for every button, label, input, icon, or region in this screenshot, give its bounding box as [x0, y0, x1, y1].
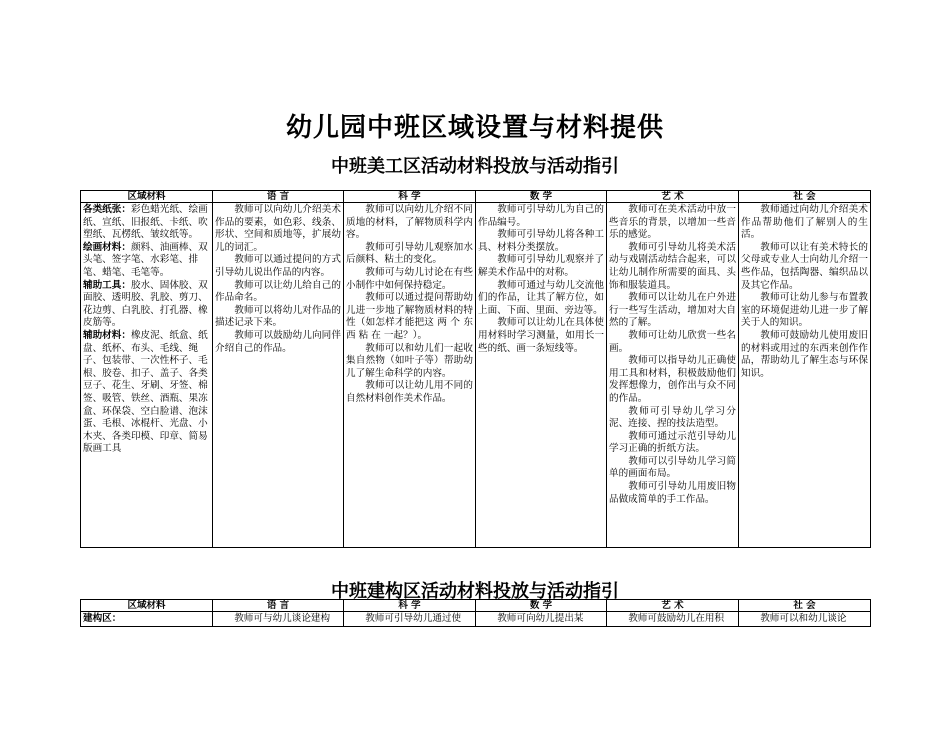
guide-paragraph: 教师可引导幼儿用废旧物品做成简单的手工作品。 — [609, 481, 736, 505]
art-area-section-title: 中班美工区活动材料投放与活动指引 — [331, 156, 619, 177]
guide-paragraph: 教师可引导幼儿观察并了解美术作品中的对称。 — [478, 254, 604, 278]
guide-paragraph: 教师可与幼儿讨论在有些小制作中如何保持稳定。 — [346, 266, 473, 291]
header-materials: 区域材料 — [81, 600, 213, 612]
science-cell: 教师可引导幼儿通过使 — [344, 612, 476, 627]
header-art: 艺 术 — [607, 191, 739, 203]
material-group — [83, 280, 210, 330]
guide-paragraph: 教师可以鼓励幼儿向同伴介绍自己的作品。 — [215, 329, 341, 354]
header-language: 语 言 — [213, 191, 344, 203]
guide-paragraph: 教师可以和幼儿们一起收集自然物（如叶子等）帮助幼儿了解生命科学的内容。 — [346, 342, 473, 379]
guide-paragraph: 教师可以让幼儿在户外进行一些写生活动，增加对大自然的了解。 — [609, 292, 736, 329]
society-cell — [739, 203, 871, 548]
materials-cell: 建构区： — [81, 612, 213, 627]
table-row — [81, 203, 871, 548]
table-row — [81, 612, 871, 627]
society-cell: 教师可以和幼儿谈论 — [739, 612, 871, 627]
guide-paragraph: 教师可以让幼儿在具体使用材料时学习测量，如用长一些的纸、画一条短线等。 — [478, 317, 604, 354]
material-group — [83, 242, 210, 280]
guide-paragraph: 教师可引导幼儿学习分泥、连接、捏的技法造型。 — [609, 405, 736, 430]
art-cell — [607, 203, 739, 548]
material-text: 橡皮泥、纸盒、纸盘、纸杯、布头、毛线、绳子、包装带、一次性杯子、毛根、胶卷、扣子、盖子、各类豆子、花生、牙刷、牙签、棉签、吸管、铁丝、酒瓶、果冻盒、环保袋、空白脸谱、泡沫蛋、毛根、冰棍杆、光盘、小木夹、各类印模、印章、简易版画工具 — [83, 329, 208, 455]
guide-paragraph: 教师可引导幼儿观察加水后颜料、粘土的变化。 — [346, 241, 473, 266]
header-society: 社 会 — [739, 191, 871, 203]
material-group — [83, 204, 210, 242]
guide-paragraph: 教师可以通过提问的方式引导幼儿说出作品的内容。 — [215, 254, 341, 278]
guide-paragraph: 教师可让幼儿欣赏一些名画。 — [609, 329, 736, 354]
guide-paragraph: 教师可引导幼儿将美术活动与戏剧活动结合起来，可以让幼儿制作所需要的面具、头饰和服装道具。 — [609, 241, 736, 291]
guide-paragraph: 教师可鼓励幼儿使用废旧的材料或用过的东西来创作作品，帮助幼儿了解生态与环保知识。 — [741, 329, 868, 379]
guide-paragraph: 教师可以向幼儿介绍不同质地的材料，了解物质科学内容。 — [346, 204, 473, 241]
header-math: 数 学 — [476, 600, 607, 612]
header-math: 数 学 — [476, 191, 607, 203]
language-cell — [213, 203, 344, 548]
header-science: 科 学 — [344, 600, 476, 612]
material-label: 绘画材料： — [83, 241, 131, 253]
guide-paragraph: 教师可引导幼儿为自己的作品编号。 — [478, 204, 604, 228]
guide-paragraph: 教师可以将幼儿对作品的描述记录下来。 — [215, 304, 341, 329]
guide-paragraph: 教师可通过示范引导幼儿学习正确的折纸方法。 — [609, 430, 736, 455]
guide-paragraph: 教师可以向幼儿介绍美术作品的要素，如色彩、线条、形状、空间和质地等，扩展幼儿的词汇。 — [215, 204, 341, 253]
header-language: 语 言 — [213, 600, 344, 612]
guide-paragraph: 教师可以通过提问帮助幼儿进一步地了解物质材料的特性（如怎样才能把这 两 个 东 西 粘 在 一起？）。 — [346, 292, 473, 341]
construction-area-table — [80, 599, 871, 627]
table-header-row — [81, 191, 871, 203]
table-header-row — [81, 600, 871, 612]
math-cell: 教师可向幼儿提出某 — [476, 612, 607, 627]
guide-paragraph: 教师可以引导幼儿学习简单的画面布局。 — [609, 455, 736, 480]
guide-paragraph: 教师通过向幼儿介绍美术作品帮助他们了解别人的生活。 — [741, 204, 868, 241]
construction-area-section-title: 中班建构区活动材料投放与活动指引 — [331, 581, 619, 602]
guide-paragraph: 教师可通过与幼儿交流他们的作品，让其了解方位，如上面、下面、里面、旁边等。 — [478, 279, 604, 316]
art-area-table — [80, 190, 871, 548]
language-cell: 教师可与幼儿谈论建构 — [213, 612, 344, 627]
header-society: 社 会 — [739, 600, 871, 612]
material-label: 辅助工具： — [83, 279, 131, 291]
guide-paragraph: 教师可以让幼儿用不同的自然材料创作美术作品。 — [346, 380, 473, 404]
header-science: 科 学 — [344, 191, 476, 203]
material-text: 颜料、油画棒、双头笔、签字笔、水彩笔、排笔、蜡笔、毛笔等。 — [83, 241, 208, 278]
guide-paragraph: 教师可引导幼儿将各种工具、材料分类摆放。 — [478, 229, 604, 253]
guide-paragraph: 教师可以让幼儿给自己的作品命名。 — [215, 279, 341, 304]
guide-paragraph: 教师可让幼儿参与布置教室的环境促进幼儿进一步了解关于人的知识。 — [741, 292, 868, 329]
guide-paragraph: 教师可以指导幼儿正确使用工具和材料，积极鼓励他们发挥想像力，创作出与众不同的作品。 — [609, 355, 736, 404]
material-label: 辅助材料： — [83, 329, 131, 341]
guide-paragraph: 教师可在美术活动中放一些音乐的背景，以增加一些音乐的感觉。 — [609, 204, 736, 241]
material-group — [83, 330, 210, 456]
material-text: 彩色蜡光纸、绘画纸、宣纸、旧报纸、卡纸、吹塑纸、瓦楞纸、皱纹纸等。 — [83, 204, 208, 241]
art-cell: 教师可鼓励幼儿在用积 — [607, 612, 739, 627]
science-cell — [344, 203, 476, 548]
materials-cell — [81, 203, 213, 548]
header-art: 艺 术 — [607, 600, 739, 612]
material-text: 胶水、固体胶、双面胶、透明胶、乳胶、剪刀、花边剪、白乳胶、打孔器、橡皮筋等。 — [83, 279, 208, 329]
guide-paragraph: 教师可以让有美术特长的父母或专业人士向幼儿介绍一些作品，包括陶器、编织品以及其它作品。 — [741, 241, 868, 291]
material-label: 各类纸张： — [83, 204, 131, 215]
math-cell — [476, 203, 607, 548]
header-materials: 区域材料 — [81, 191, 213, 203]
page-title: 幼儿园中班区域设置与材料提供 — [285, 113, 664, 143]
